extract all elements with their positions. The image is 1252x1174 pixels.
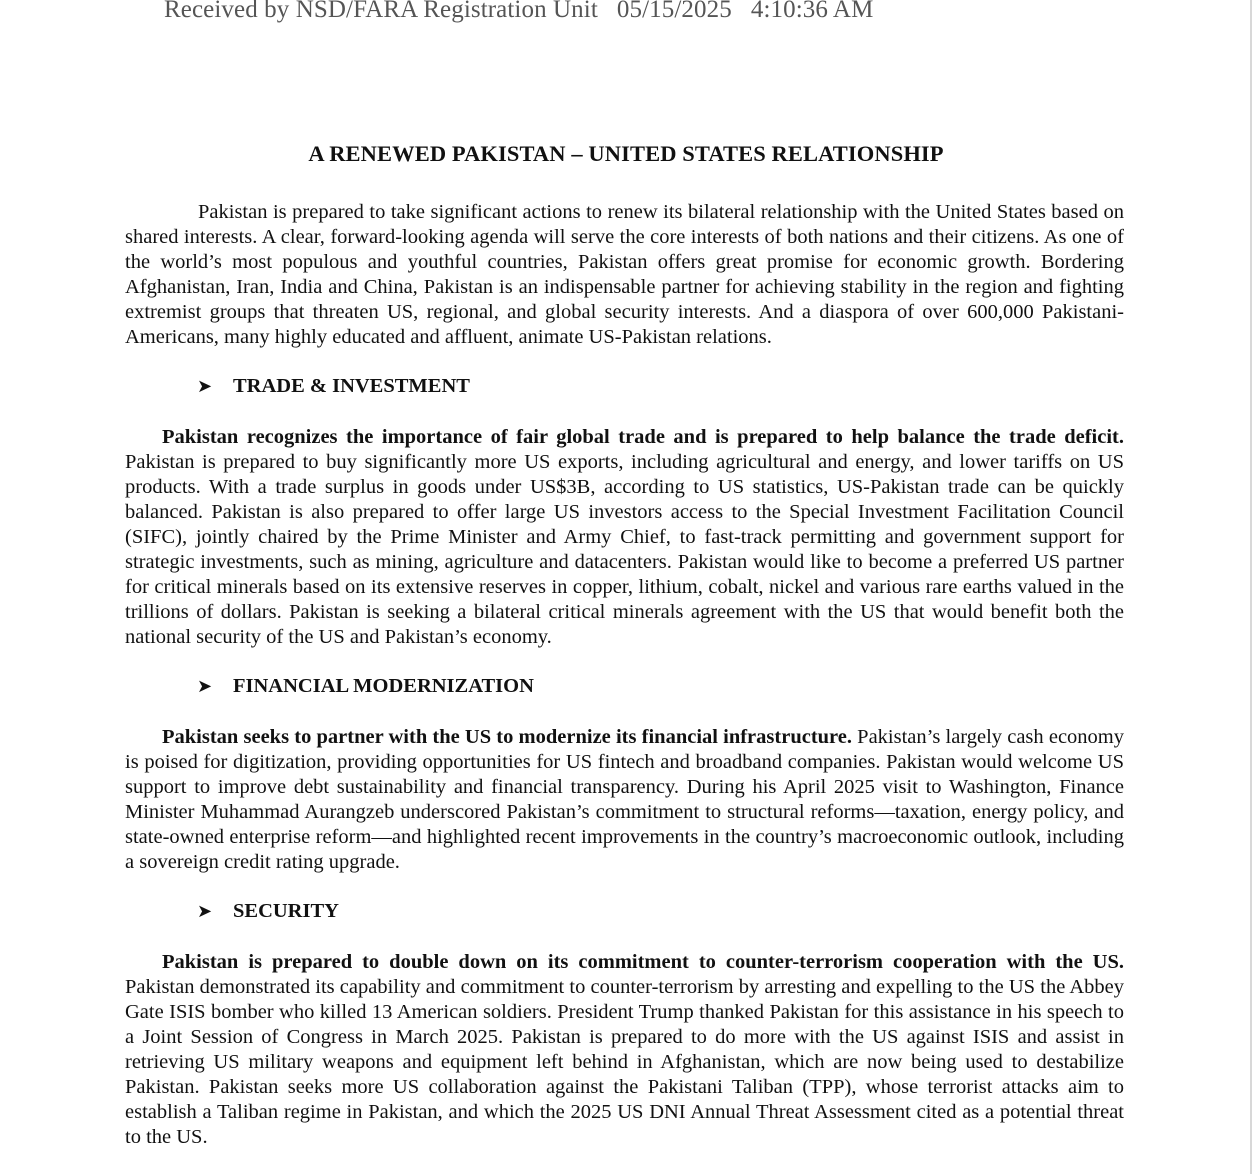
section-heading-security <box>197 899 339 924</box>
security-body-text: Pakistan demonstrated its capability and commitment to counter-terrorism by arresting and expelling to the US the Abbey Gate ISIS bomber who killed 13 American soldiers. President Trump thanked Pakistan for this assistance in his speech to a Joint Session of Congress in March 2025. Pakistan is prepared to do more with the US against ISIS and assist in retrieving US military weapons and equipment left behind in Afghanistan, which are now being used to destabilize Pakistan. Pakistan seeks more US collaboration against the Pakistani Taliban (TPP), whose terrorist attacks aim to establish a Taliban regime in Pakistan, and which the 2025 US DNI Annual Threat Assessment cited as a potential threat to the US. <box>125 976 1124 1148</box>
trade-lead-sentence: Pakistan recognizes the importance of fair global trade and is prepared to help balance the trade deficit. <box>162 426 1124 448</box>
intro-paragraph: Pakistan is prepared to take significant actions to renew its bilateral relationship with the United States based on shared interests. A clear, forward-looking agenda will serve the core interests of both nations and their citizens. As one of the world’s most populous and youthful countries, Pakistan offers great promise for economic growth. Bordering Afghanistan, Iran, India and China, Pakistan is an indispensable partner for achieving stability in the region and fighting extremist groups that threaten US, regional, and global security interests. And a diaspora of over 600,000 Pakistani-Americans, many highly educated and affluent, animate US-Pakistan relations. <box>125 201 1124 348</box>
financial-lead-sentence: Pakistan seeks to partner with the US to modernize its financial infrastructure. <box>162 726 852 748</box>
section-heading-label: SECURITY <box>233 900 339 922</box>
financial-body-text: Pakistan’s largely cash economy is poised for digitization, providing opportunities for US fintech and broadband companies. Pakistan would welcome US support to improve debt sustainability and financial transparency. During his April 2025 visit to Washington, Finance Minister Muhammad Aurangzeb underscored Pakistan’s commitment to structural reforms—taxation, energy policy, and state-owned enterprise reform—and highlighted recent improvements in the country’s macroeconomic outlook, including a sovereign credit rating upgrade. <box>125 726 1124 873</box>
section-heading-trade <box>197 374 470 399</box>
financial-paragraph <box>125 725 1124 875</box>
section-heading-label: FINANCIAL MODERNIZATION <box>233 675 534 697</box>
fara-received-stamp: Received by NSD/FARA Registration Unit 05/15/2025 4:10:36 AM <box>164 0 874 23</box>
arrowhead-bullet-icon: ➤ <box>197 901 213 922</box>
trade-paragraph <box>125 425 1124 650</box>
section-heading-financial <box>197 674 534 699</box>
security-paragraph <box>125 950 1124 1150</box>
arrowhead-bullet-icon: ➤ <box>197 676 213 697</box>
section-heading-label: TRADE & INVESTMENT <box>233 375 470 397</box>
arrowhead-bullet-icon: ➤ <box>197 376 213 397</box>
document-title: A RENEWED PAKISTAN – UNITED STATES RELATIONSHIP <box>308 141 944 166</box>
security-lead-sentence: Pakistan is prepared to double down on its commitment to counter-terrorism cooperation with the US. <box>162 951 1124 973</box>
trade-body-text: Pakistan is prepared to buy significantly more US exports, including agricultural and energy, and lower tariffs on US products. With a trade surplus in goods under US$3B, according to US statistics, US-Pakistan trade can be quickly balanced. Pakistan is also prepared to offer large US investors access to the Special Investment Facilitation Council (SIFC), jointly chaired by the Prime Minister and Army Chief, to fast-track permitting and government support for strategic investments, such as mining, agriculture and datacenters. Pakistan would like to become a preferred US partner for critical minerals based on its extensive reserves in copper, lithium, cobalt, nickel and various rare earths valued in the trillions of dollars. Pakistan is seeking a bilateral critical minerals agreement with the US that would benefit both the national security of the US and Pakistan’s economy. <box>125 451 1124 648</box>
